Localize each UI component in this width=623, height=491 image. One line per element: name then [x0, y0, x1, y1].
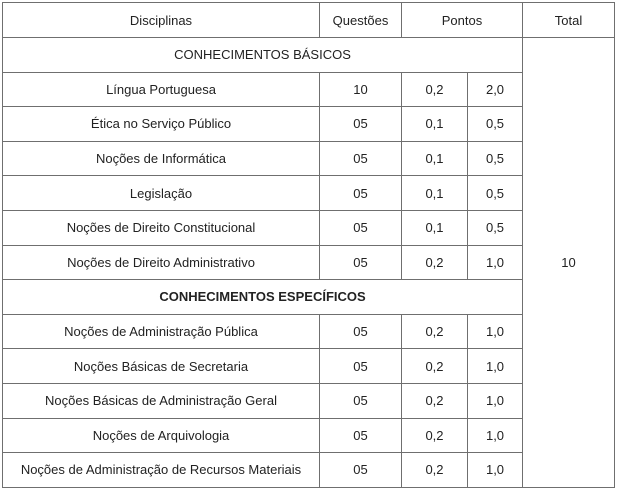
- cell-pontos: 0,5: [468, 107, 523, 142]
- cell-disciplina: Noções de Direito Constitucional: [3, 210, 320, 245]
- cell-peso: 0,2: [402, 453, 468, 488]
- cell-questoes: 10: [320, 72, 402, 107]
- cell-disciplina: Noções de Informática: [3, 141, 320, 176]
- section-title-especificos: CONHECIMENTOS ESPECÍFICOS: [3, 280, 523, 315]
- cell-peso: 0,1: [402, 210, 468, 245]
- cell-peso: 0,2: [402, 314, 468, 349]
- cell-pontos: 0,5: [468, 210, 523, 245]
- section-title-basicos: CONHECIMENTOS BÁSICOS: [3, 38, 523, 73]
- cell-pontos: 1,0: [468, 418, 523, 453]
- cell-peso: 0,2: [402, 245, 468, 280]
- cell-questoes: 05: [320, 141, 402, 176]
- cell-questoes: 05: [320, 245, 402, 280]
- scoring-table: [2, 2, 615, 488]
- header-questoes: Questões: [320, 3, 402, 38]
- cell-disciplina: Ética no Serviço Público: [3, 107, 320, 142]
- cell-pontos: 2,0: [468, 72, 523, 107]
- cell-disciplina: Noções de Administração de Recursos Materiais: [3, 453, 320, 488]
- cell-disciplina: Legislação: [3, 176, 320, 211]
- cell-pontos: 1,0: [468, 314, 523, 349]
- cell-disciplina: Noções Básicas de Secretaria: [3, 349, 320, 384]
- cell-peso: 0,1: [402, 176, 468, 211]
- cell-peso: 0,2: [402, 72, 468, 107]
- cell-disciplina: Língua Portuguesa: [3, 72, 320, 107]
- cell-pontos: 1,0: [468, 349, 523, 384]
- cell-peso: 0,1: [402, 141, 468, 176]
- cell-questoes: 05: [320, 349, 402, 384]
- cell-questoes: 05: [320, 210, 402, 245]
- cell-pontos: 0,5: [468, 141, 523, 176]
- cell-disciplina: Noções de Arquivologia: [3, 418, 320, 453]
- cell-questoes: 05: [320, 107, 402, 142]
- section-row-basicos: [3, 38, 615, 73]
- total-value: 10: [523, 38, 615, 488]
- cell-pontos: 1,0: [468, 383, 523, 418]
- cell-disciplina: Noções de Direito Administrativo: [3, 245, 320, 280]
- cell-questoes: 05: [320, 383, 402, 418]
- cell-pontos: 0,5: [468, 176, 523, 211]
- cell-pontos: 1,0: [468, 245, 523, 280]
- cell-questoes: 05: [320, 418, 402, 453]
- header-row: [3, 3, 615, 38]
- cell-peso: 0,1: [402, 107, 468, 142]
- cell-peso: 0,2: [402, 349, 468, 384]
- header-pontos: Pontos: [402, 3, 523, 38]
- cell-questoes: 05: [320, 453, 402, 488]
- cell-peso: 0,2: [402, 383, 468, 418]
- cell-disciplina: Noções Básicas de Administração Geral: [3, 383, 320, 418]
- cell-disciplina: Noções de Administração Pública: [3, 314, 320, 349]
- cell-questoes: 05: [320, 314, 402, 349]
- cell-pontos: 1,0: [468, 453, 523, 488]
- cell-questoes: 05: [320, 176, 402, 211]
- header-total: Total: [523, 3, 615, 38]
- header-disciplinas: Disciplinas: [3, 3, 320, 38]
- cell-peso: 0,2: [402, 418, 468, 453]
